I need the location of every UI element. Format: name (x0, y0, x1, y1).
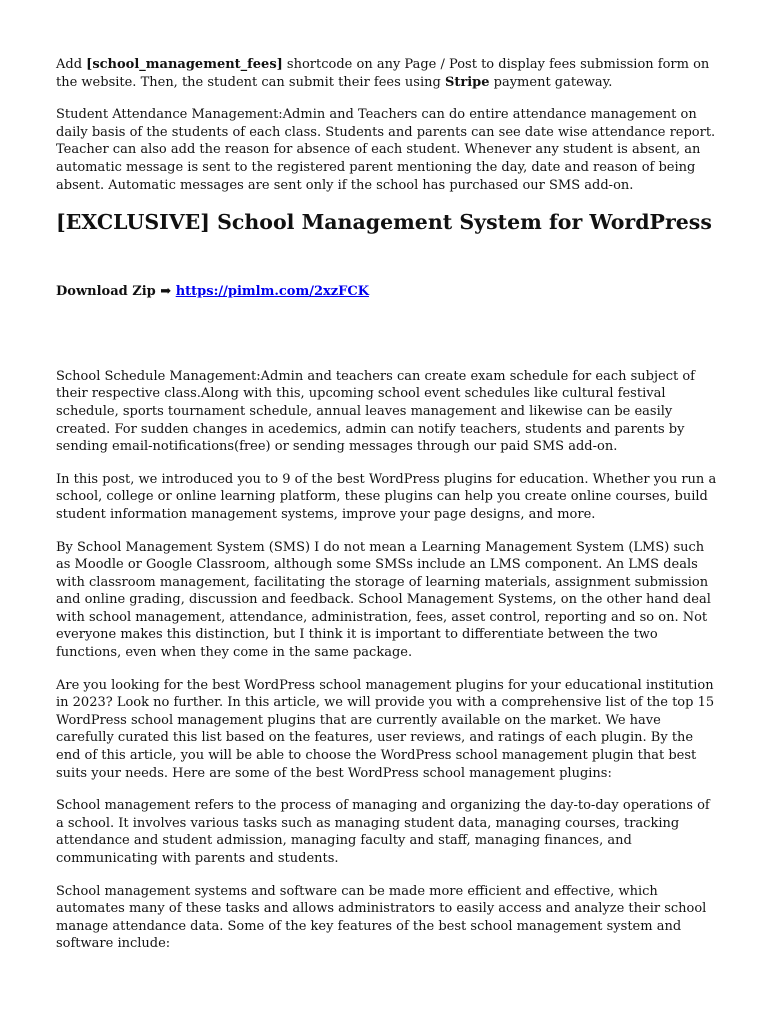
article-heading: [EXCLUSIVE] School Management System for WordPress (56, 210, 712, 235)
sms-vs-lms-paragraph: By School Management System (SMS) I do not mean a Learning Management System (LMS) such as Moodle or Google Classroom, although some SMSs include an LMS component. An LMS deals with classroom management, facilitating the storage of learning materials, assignment submission and online grading, discussion and feedback. School Management Systems, on the other hand deal with school management, attendance, administration, fees, asset control, reporting and so on. Not everyone makes this distinction, but I think it is important to differentiate between the two functions, even when they come in the same package. (56, 539, 711, 661)
intro-text-start: Add (56, 57, 87, 72)
key-features-paragraph: School management systems and software can be made more efficient and effective, which automates many of these tasks and allows administrators to easily access and analyze their school manage attendance data. Some of the key features of the best school management system and software include: (56, 883, 707, 952)
download-link[interactable]: https://pimlm.com/2xzFCK (175, 284, 370, 300)
schedule-paragraph: School Schedule Management:Admin and teachers can create exam schedule for each subject of their respective class.Along with this, upcoming school event schedules like cultural festival schedule, sports tournament schedule, annual leaves management and likewise can be easily created. For sudden changes in acedemics, admin can notify teachers, students and parents by sending email-notifications(free) or sending messages through our paid SMS add-on. (56, 368, 695, 455)
spacer (56, 301, 718, 368)
download-line (56, 283, 718, 301)
payment-gateway-name: Stripe (444, 74, 490, 90)
attendance-paragraph: Student Attendance Management:Admin and Teachers can do entire attendance management on daily basis of the students of each class. Students and parents can see date wise attendance report. Teacher can also add the reason for absence of each student. Whenever any student is absent, an automatic message is sent to the registered parent mentioning the day, date and reason of being absent. Automatic messages are sent only if the school has purchased our SMS add-on. (56, 107, 716, 193)
document-body (56, 56, 718, 968)
intro-text-end: payment gateway. (489, 74, 613, 90)
school-management-definition-paragraph: School management refers to the process of managing and organizing the day-to-day operations of a school. It involves various tasks such as managing student data, managing courses, tracking attendance and student admission, managing faculty and staff, managing finances, and communicating with parents and students. (56, 798, 710, 866)
download-label: Download Zip ➡ (56, 284, 176, 300)
plugins-intro-paragraph: In this post, we introduced you to 9 of the best WordPress plugins for education. Whether you run a school, college or online learning platform, these plugins can help you create online courses, build student information management systems, improve your page designs, and more. (56, 471, 717, 522)
intro-text-middle: shortcode on any Page / Post to display fees submission form on the website. Then, the student can submit their fees using (56, 57, 710, 90)
plugins-list-paragraph: Are you looking for the best WordPress school management plugins for your educational institution in 2023? Look no further. In this article, we will provide you with a comprehensive list of the top 15 WordPress school management plugins that are currently available on the market. We have carefully curated this list based on the features, user reviews, and ratings of each plugin. By the end of this article, you will be able to choose the WordPress school management plugin that best suits your needs. Here are some of the best WordPress school management plugins: (56, 677, 715, 781)
shortcode-name: [school_management_fees] (86, 57, 283, 72)
fees-shortcode-paragraph (56, 56, 718, 91)
